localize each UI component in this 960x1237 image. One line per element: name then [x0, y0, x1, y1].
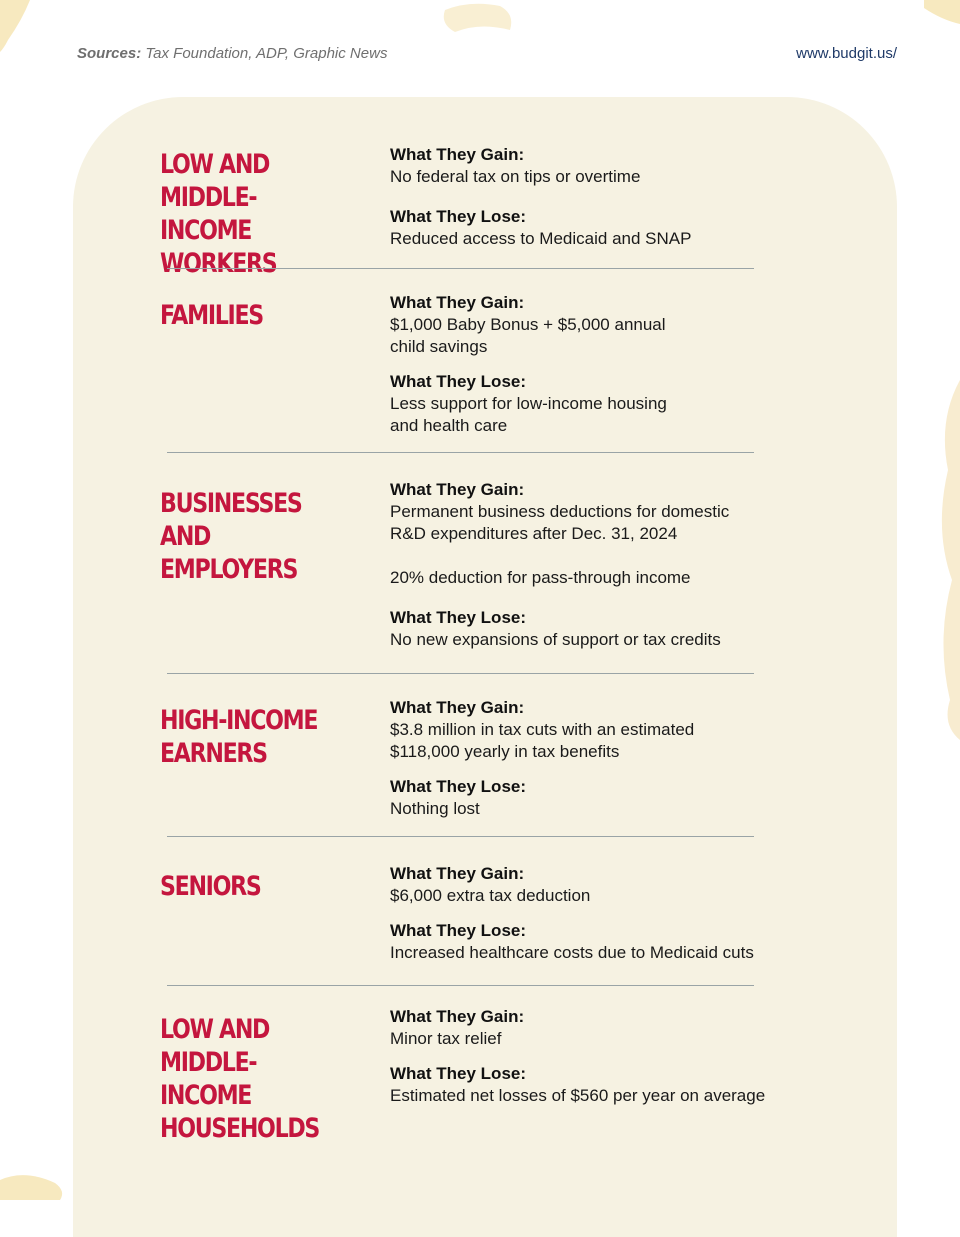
gain-label: What They Gain:: [390, 698, 525, 717]
gain-text: $1,000 Baby Bonus + $5,000 annual child savings: [390, 315, 666, 356]
lose-block: [390, 607, 810, 651]
lose-label: What They Lose:: [390, 1064, 527, 1083]
row-items: [390, 863, 810, 964]
lose-label: What They Lose:: [390, 777, 527, 796]
row-divider: [167, 985, 754, 986]
lose-label: What They Lose:: [390, 608, 527, 627]
lose-label: What They Lose:: [390, 207, 527, 226]
paint-stroke-bottom-left: [0, 1165, 70, 1200]
row-divider: [167, 673, 754, 674]
gain-text: No federal tax on tips or overtime: [390, 167, 641, 186]
row-divider: [167, 268, 754, 269]
lose-block: [390, 1063, 810, 1107]
paint-stroke-top: [440, 0, 520, 40]
lose-text: Reduced access to Medicaid and SNAP: [390, 229, 692, 248]
lose-block: [390, 206, 810, 250]
gain-block: [390, 292, 810, 358]
gain-label: What They Gain:: [390, 480, 525, 499]
gain-block: [390, 863, 810, 907]
website-link[interactable]: www.budgit.us/: [796, 45, 897, 62]
row-items: [390, 1006, 810, 1107]
gain-text: Minor tax relief: [390, 1029, 502, 1048]
row-items: [390, 479, 810, 651]
category-title: LOW AND MIDDLE-INCOME HOUSEHOLDS: [160, 1014, 320, 1144]
sources-line: [77, 45, 387, 62]
gain-block: [390, 144, 810, 188]
category-title: SENIORS: [160, 871, 261, 902]
gain-label: What They Gain:: [390, 864, 525, 883]
gain-block: [390, 479, 810, 589]
category-title: HIGH-INCOME EARNERS: [160, 705, 318, 769]
row-items: [390, 697, 810, 820]
row-items: [390, 144, 810, 250]
row-items: [390, 292, 810, 437]
gain-text: $3.8 million in tax cuts with an estimated $118,000 yearly in tax benefits: [390, 720, 695, 761]
gain-label: What They Gain:: [390, 293, 525, 312]
paint-stroke-right: [928, 380, 960, 740]
lose-text: Increased healthcare costs due to Medicaid cuts: [390, 943, 754, 962]
category-title: BUSINESSES AND EMPLOYERS: [160, 488, 302, 585]
gain-extra-text: 20% deduction for pass-through income: [390, 568, 691, 587]
gain-text: Permanent business deductions for domestic R&D expenditures after Dec. 31, 2024: [390, 502, 730, 543]
lose-block: [390, 920, 810, 964]
lose-label: What They Lose:: [390, 921, 527, 940]
row-divider: [167, 452, 754, 453]
lose-block: [390, 371, 810, 437]
lose-block: [390, 776, 810, 820]
lose-text: No new expansions of support or tax credits: [390, 630, 721, 649]
lose-label: What They Lose:: [390, 372, 527, 391]
row-divider: [167, 836, 754, 837]
category-title: LOW AND MIDDLE- INCOME WORKERS: [160, 149, 277, 279]
sources-label: Sources:: [77, 45, 142, 62]
sources-text: Tax Foundation, ADP, Graphic News: [141, 45, 388, 62]
gain-block: [390, 1006, 810, 1050]
lose-text: Less support for low-income housing and health care: [390, 394, 667, 435]
lose-text: Nothing lost: [390, 799, 480, 818]
gain-label: What They Gain:: [390, 1007, 525, 1026]
gain-block: [390, 697, 810, 763]
gain-label: What They Gain:: [390, 145, 525, 164]
paint-stroke-top-right: [918, 0, 960, 30]
lose-text: Estimated net losses of $560 per year on average: [390, 1086, 766, 1105]
category-title: FAMILIES: [160, 300, 263, 331]
gain-text: $6,000 extra tax deduction: [390, 886, 591, 905]
paint-stroke-top-left: [0, 0, 40, 60]
